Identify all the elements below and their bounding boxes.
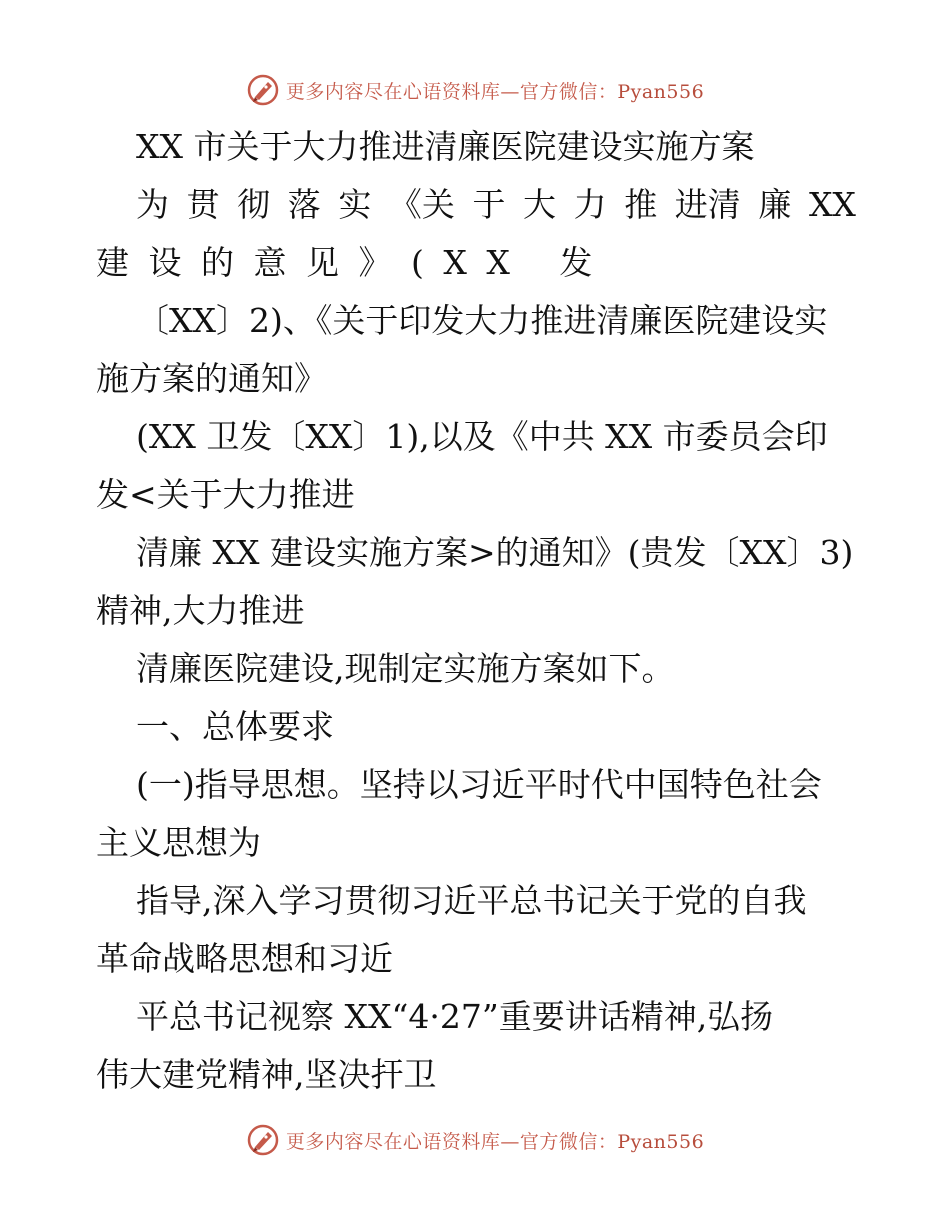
document-body [96,118,856,1104]
paragraph-line: (XX 卫发〔XX〕1),以及《中共 XX 市委员会印 [136,417,828,456]
paragraph-line: 清廉医院建设,现制定实施方案如下。 [136,649,675,688]
text-segment: 为 [136,185,169,224]
paragraph-line: 精神,大力推进 [96,591,305,630]
paragraph-line: 发<关于大力推进 [96,475,355,514]
text-segment: 大 [523,185,557,224]
text-segment: 廉 [758,185,792,224]
text-segment: 于 [472,185,506,224]
text-segment: 实 [338,185,372,224]
text-segment: 推 [624,185,658,224]
document-title: XX 市关于大力推进清廉医院建设实施方案 [136,127,755,166]
watermark-brand: Pyan556 [617,80,705,103]
text-segment: 落 [287,185,321,224]
paragraph-line: 建设的意见》(XX 发 [96,243,612,282]
text-segment: 贯 [186,185,220,224]
paragraph-line: 清廉 XX 建设实施方案>的通知》(贵发〔XX〕3) [136,533,854,572]
paragraph-line: 主义思想为 [96,823,261,862]
paragraph-line: 革命战略思想和习近 [96,939,393,978]
text-segment: 《关 [388,185,455,224]
paragraph-line: 施方案的通知》 [96,359,327,398]
header-watermark [0,70,950,110]
text-segment: XX [808,185,856,224]
paragraph-line: 平总书记视察 XX“4·27”重要讲话精神,弘扬 [136,997,774,1036]
paragraph-line: 指导,深入学习贯彻习近平总书记关于党的自我 [136,881,807,920]
text-segment: 力 [573,185,607,224]
watermark-brand: Pyan556 [617,1130,705,1153]
paragraph-line: 〔XX〕2)、《关于印发大力推进清廉医院建设实 [136,301,828,340]
paragraph-line: 伟大建党精神,坚决扞卫 [96,1055,437,1094]
paragraph-line [96,176,856,234]
paragraph-line: (一)指导思想。坚持以习近平时代中国特色社会 [136,765,822,804]
watermark-text: 更多内容尽在心语资料库—官方微信：Pyan556 [285,80,705,103]
watermark-text: 更多内容尽在心语资料库—官方微信：Pyan556 [285,1130,705,1153]
text-segment: 进清 [674,185,741,224]
footer-watermark [0,1120,950,1160]
text-segment: 彻 [237,185,271,224]
pen-nib-logo-icon [246,1123,280,1157]
pen-nib-logo-icon [246,73,280,107]
section-heading: 一、总体要求 [136,707,334,746]
